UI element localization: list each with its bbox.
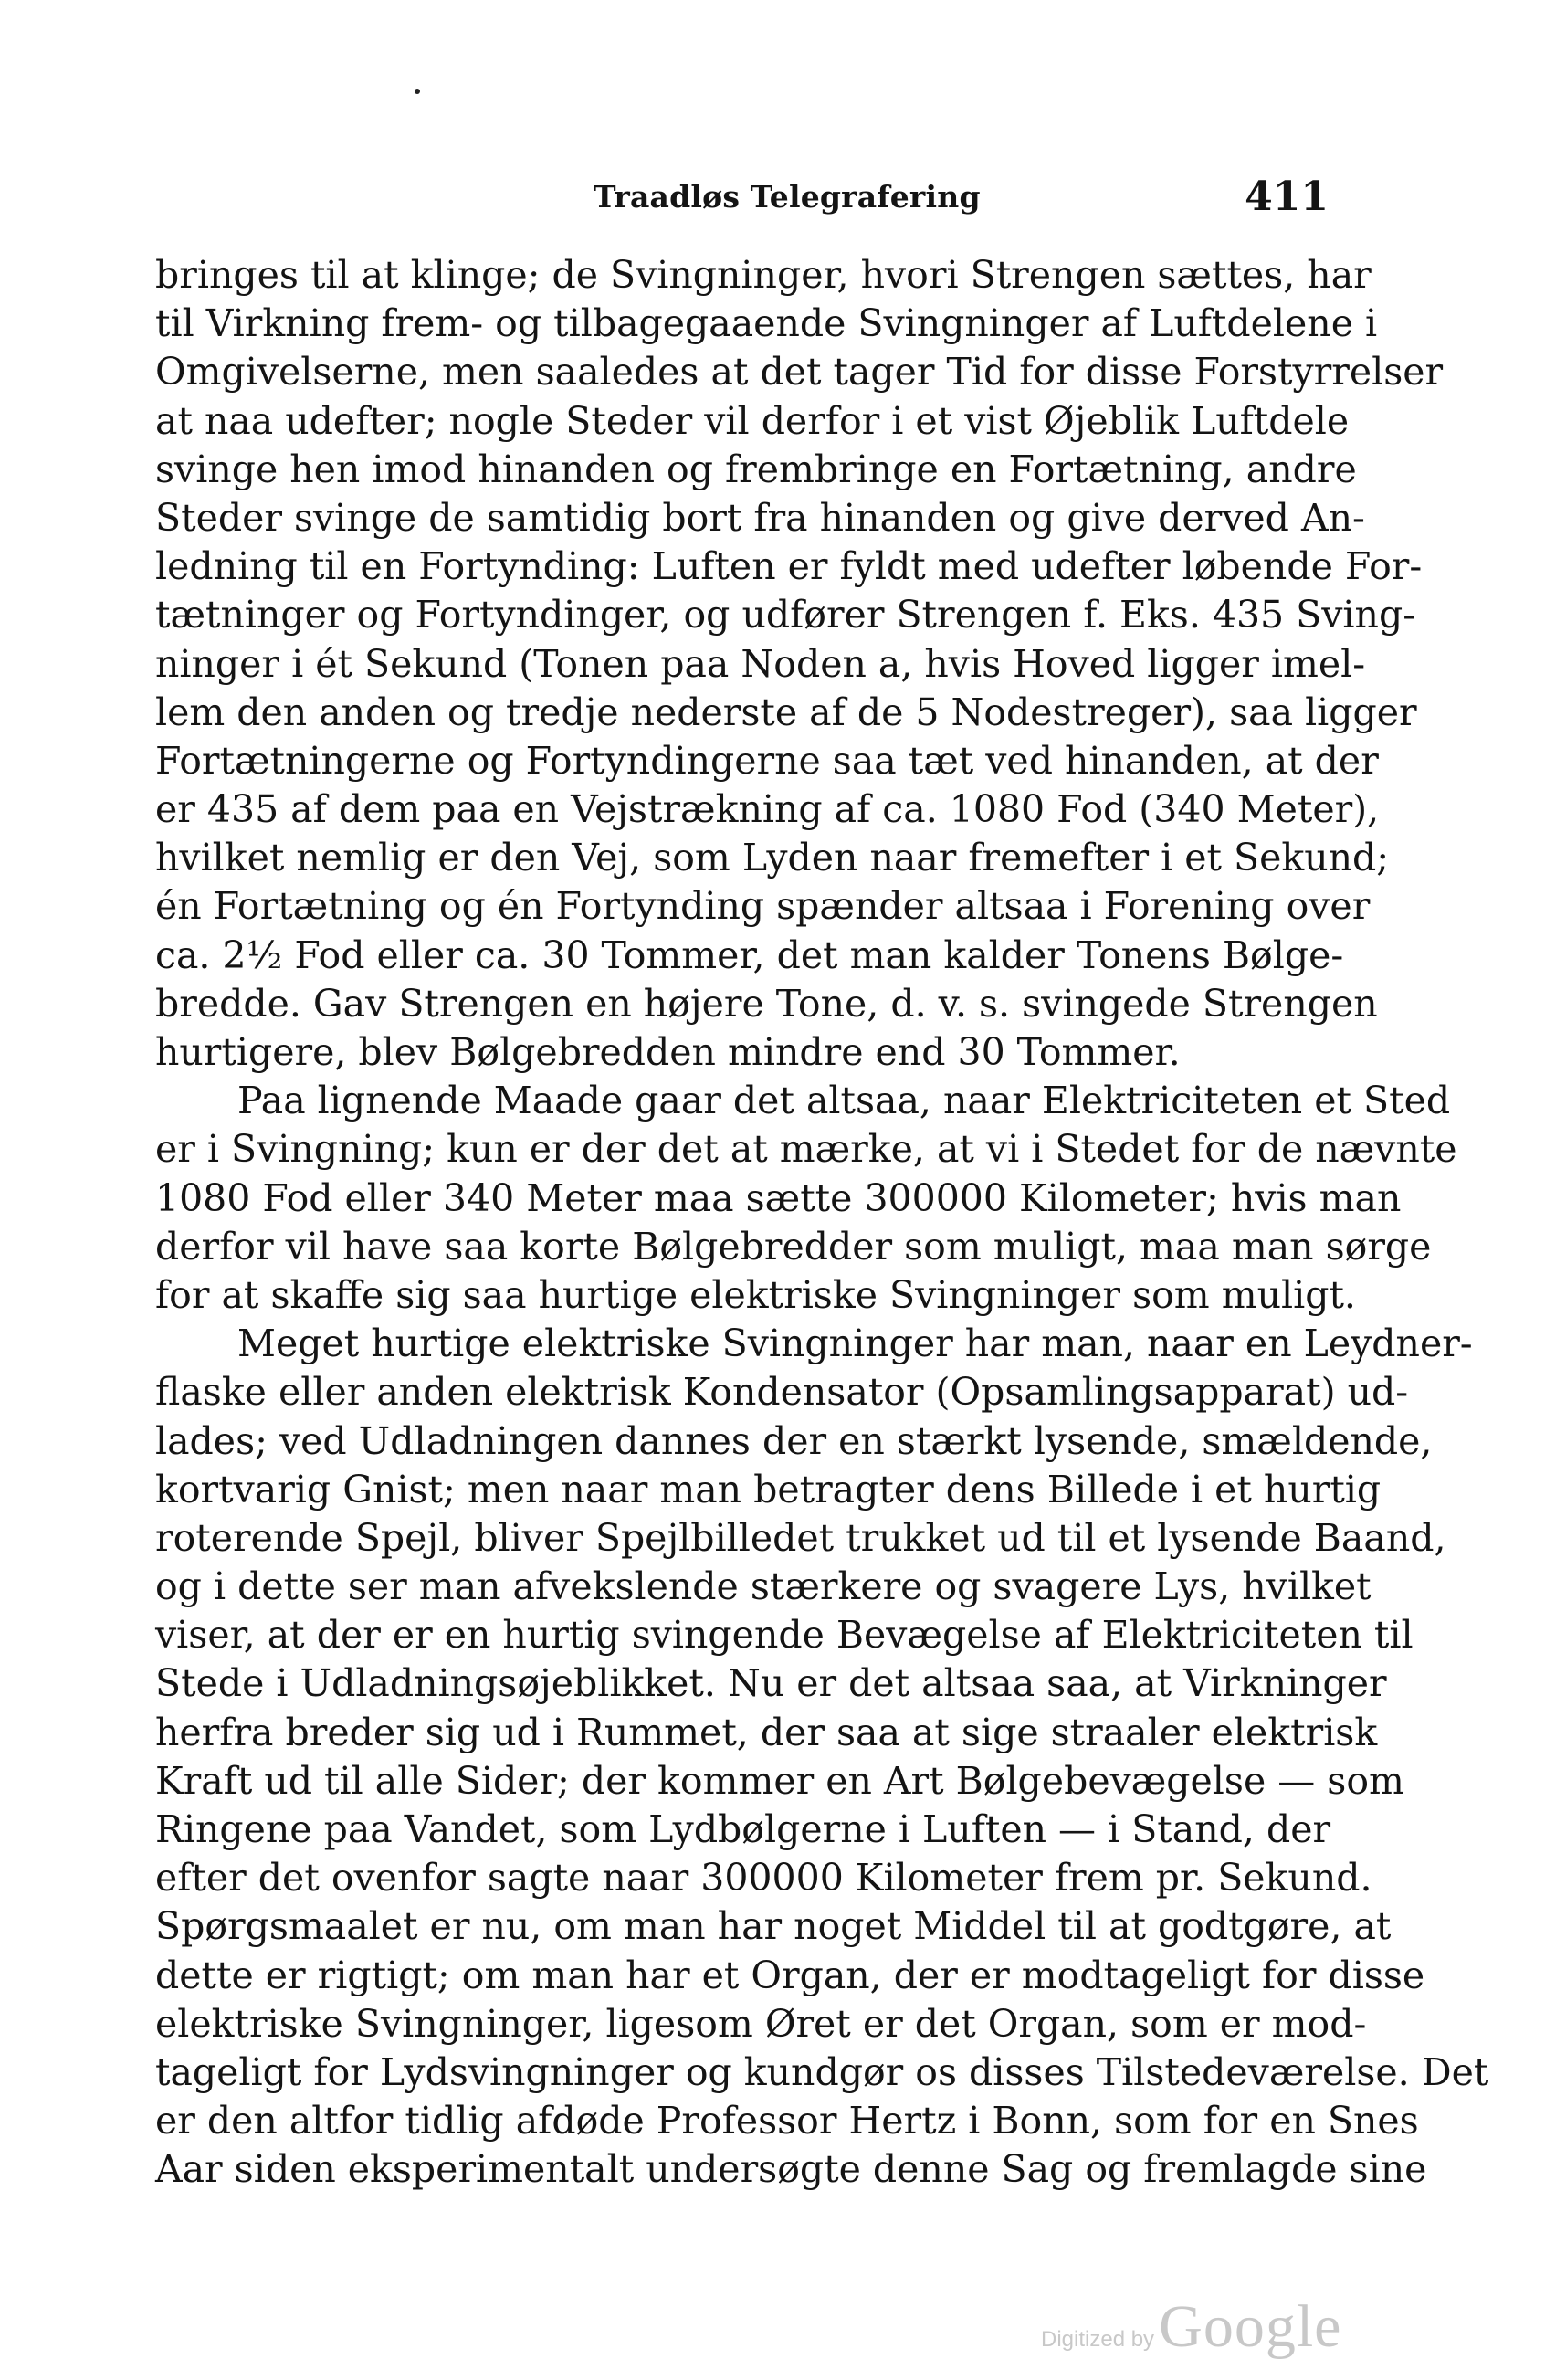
text-line: viser, at der er en hurtig svingende Bevægelse af Elektriciteten til bbox=[155, 1613, 1414, 1658]
text-line: Steder svinge de samtidig bort fra hinanden og give derved An- bbox=[155, 495, 1365, 540]
text-line: kortvarig Gnist; men naar man betragter dens Billede i et hurtig bbox=[155, 1467, 1382, 1511]
text-line: hvilket nemlig er den Vej, som Lyden naar fremefter i et Sekund; bbox=[155, 836, 1390, 880]
text-line: for at skaffe sig saa hurtige elektriske Svingninger som muligt. bbox=[155, 1272, 1356, 1317]
text-line: svinge hen imod hinanden og frembringe en Fortætning, andre bbox=[155, 447, 1357, 491]
text-line: at naa udefter; nogle Steder vil derfor i et vist Øjeblik Luftdele bbox=[155, 398, 1350, 443]
text-line: 1080 Fod eller 340 Meter maa sætte 300000 Kilometer; hvis man bbox=[155, 1175, 1402, 1220]
google-logo: Google bbox=[1159, 2293, 1342, 2360]
text-line: Omgivelserne, men saaledes at det tager Tid for disse Forstyrrelser bbox=[155, 350, 1444, 395]
page-header bbox=[155, 174, 1329, 225]
text-line: én Fortætning og én Fortynding spænder altsaa i Forening over bbox=[155, 884, 1371, 929]
text-line: Spørgsmaalet er nu, om man har noget Middel til at godtgøre, at bbox=[155, 1904, 1392, 1949]
text-line: Kraft ud til alle Sider; der kommer en Art Bølgebevægelse — som bbox=[155, 1758, 1404, 1803]
text-line: tageligt for Lydsvingninger og kundgør os disses Tilstedeværelse. Det bbox=[155, 2049, 1489, 2094]
text-line: Stede i Udladningsøjeblikket. Nu er det altsaa saa, at Virkninger bbox=[155, 1661, 1387, 1706]
text-line: og i dette ser man afvekslende stærkere og svagere Lys, hvilket bbox=[155, 1564, 1372, 1609]
text-line: Aar siden eksperimentalt undersøgte denne Sag og fremlagde sine bbox=[155, 2147, 1427, 2192]
print-speck bbox=[415, 89, 420, 94]
digitized-watermark bbox=[1041, 2292, 1341, 2362]
text-line: er 435 af dem paa en Vejstrækning af ca. 1080 Fod (340 Meter), bbox=[155, 787, 1380, 832]
text-line: ninger i ét Sekund (Tonen paa Noden a, hvis Hoved ligger imel- bbox=[155, 641, 1366, 686]
text-line: ledning til en Fortynding: Luften er fyldt med udefter løbende For- bbox=[155, 544, 1423, 589]
text-line: Fortætningerne og Fortyndingerne saa tæt ved hinanden, at der bbox=[155, 738, 1379, 783]
running-title: Traadløs Telegrafering bbox=[594, 179, 981, 215]
text-line: lades; ved Udladningen dannes der en stærkt lysende, smældende, bbox=[155, 1418, 1433, 1463]
text-line: er den altfor tidlig afdøde Professor Hertz i Bonn, som for en Snes bbox=[155, 2099, 1419, 2143]
paragraph-first-line: Meget hurtige elektriske Svingninger har man, naar en Leydner- bbox=[237, 1322, 1473, 1366]
text-line: dette er rigtigt; om man har et Organ, der er modtageligt for disse bbox=[155, 1953, 1425, 1997]
body-text bbox=[155, 251, 1489, 2195]
text-line: tætninger og Fortyndinger, og udfører Strengen f. Eks. 435 Sving- bbox=[155, 593, 1416, 637]
text-line: lem den anden og tredje nederste af de 5 Nodestreger), saa ligger bbox=[155, 690, 1417, 734]
text-line: Ringene paa Vandet, som Lydbølgerne i Luften — i Stand, der bbox=[155, 1807, 1331, 1851]
text-line: er i Svingning; kun er der det at mærke, at vi i Stedet for de nævnte bbox=[155, 1127, 1457, 1172]
watermark-prefix: Digitized by bbox=[1041, 2327, 1155, 2352]
text-line: herfra breder sig ud i Rummet, der saa at sige straaler elektrisk bbox=[155, 1710, 1378, 1754]
text-line: bringes til at klinge; de Svingninger, hvori Strengen sættes, har bbox=[155, 253, 1372, 297]
paragraph-first-line: Paa lignende Maade gaar det altsaa, naar Elektriciteten et Sted bbox=[237, 1079, 1451, 1123]
text-line: til Virkning frem- og tilbagegaaende Svingninger af Luftdelene i bbox=[155, 301, 1378, 346]
text-line: elektriske Svingninger, ligesom Øret er det Organ, som er mod- bbox=[155, 2001, 1367, 2046]
text-line: ca. 2½ Fod eller ca. 30 Tommer, det man kalder Tonens Bølge- bbox=[155, 932, 1344, 977]
text-line: efter det ovenfor sagte naar 300000 Kilometer frem pr. Sekund. bbox=[155, 1856, 1372, 1901]
text-line: bredde. Gav Strengen en højere Tone, d. v. s. svingede Strengen bbox=[155, 981, 1378, 1026]
page-number: 411 bbox=[1245, 174, 1329, 220]
text-line: derfor vil have saa korte Bølgebredder som muligt, maa man sørge bbox=[155, 1224, 1432, 1269]
text-line: roterende Spejl, bliver Spejlbilledet trukket ud til et lysende Baand, bbox=[155, 1515, 1446, 1560]
text-line: flaske eller anden elektrisk Kondensator (Opsamlingsapparat) ud- bbox=[155, 1370, 1409, 1415]
text-line: hurtigere, blev Bølgebredden mindre end 30 Tommer. bbox=[155, 1030, 1181, 1074]
